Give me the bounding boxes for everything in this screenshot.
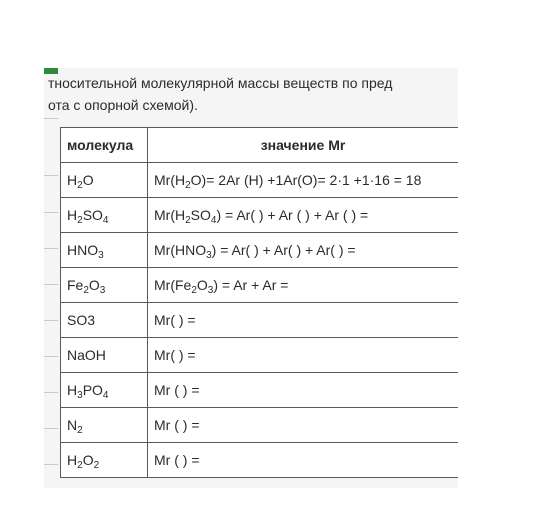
margin-tick	[44, 464, 58, 465]
subscript: 2	[77, 460, 83, 471]
table-row	[61, 443, 459, 478]
mr-value-cell: Mr( ) =	[148, 303, 459, 338]
table-body	[61, 163, 459, 478]
mr-value-cell: Mr ( ) =	[148, 408, 459, 443]
subscript: 3	[77, 390, 83, 401]
table-row	[61, 373, 459, 408]
subscript: 2	[77, 425, 83, 436]
subscript: 4	[210, 215, 217, 226]
table-row	[61, 338, 459, 373]
subscript: 2	[185, 215, 191, 226]
margin-tick	[44, 175, 58, 176]
mr-value-cell: Mr( ) =	[148, 338, 459, 373]
table-row	[61, 303, 459, 338]
molecule-cell: $HNO_3$	[61, 233, 148, 268]
molar-mass-table	[60, 127, 458, 478]
mr-value-cell: $Mr(Fe_2O_3) = Ar + Ar$ =	[148, 268, 459, 303]
mr-value-cell: Mr ( ) =	[148, 443, 459, 478]
margin-tick	[44, 356, 58, 357]
subscript: 4	[102, 390, 109, 401]
table-row	[61, 198, 459, 233]
instruction-text	[48, 72, 458, 116]
molecule-cell: $N_2$	[61, 408, 148, 443]
margin-tick	[44, 284, 58, 285]
subscript: 4	[102, 215, 109, 226]
header-molecule: молекула	[61, 128, 148, 163]
header-mr-value: значение Mr	[148, 128, 459, 163]
margin-tick	[44, 118, 58, 119]
subscript: 3	[207, 285, 214, 296]
molecule-cell: $H_3PO_4$	[61, 373, 148, 408]
margin-tick	[44, 248, 58, 249]
mr-value-cell: $Mr(H_2O)= 2Ar$ (H) +1Ar(O)= 2·1 +1·16 = 18	[148, 163, 459, 198]
molecule-cell: $Fe_2O_3$	[61, 268, 148, 303]
mr-value-cell: Mr ( ) =	[148, 373, 459, 408]
subscript: 2	[83, 285, 89, 296]
table-row	[61, 163, 459, 198]
subscript: 3	[99, 285, 106, 296]
molecule-cell: NaOH	[61, 338, 148, 373]
table-header-row	[61, 128, 459, 163]
molecule-cell: $H_2SO_4$	[61, 198, 148, 233]
margin-tick	[44, 428, 58, 429]
table-row	[61, 268, 459, 303]
margin-tick	[44, 212, 58, 213]
subscript: 2	[185, 180, 191, 191]
subscript: 3	[206, 250, 212, 261]
molecule-cell: $H_2O$	[61, 163, 148, 198]
table-row	[61, 408, 459, 443]
subscript: 2	[191, 285, 197, 296]
instruction-line-1: тносительной молекулярной массы веществ по пред	[48, 75, 393, 91]
margin-tick	[44, 392, 58, 393]
table-row	[61, 233, 459, 268]
margin-tick	[44, 320, 58, 321]
mr-value-cell: $Mr(H_2SO_4) = Ar$( ) + Ar ( ) + Ar ( ) =	[148, 198, 459, 233]
molecule-cell: $H_2O_2$	[61, 443, 148, 478]
instruction-line-2: ота с опорной схемой).	[48, 97, 198, 113]
mr-value-cell: $Mr(HNO_3) = Ar$( ) + Ar( ) + Ar( ) =	[148, 233, 459, 268]
subscript: 2	[77, 215, 83, 226]
subscript: 2	[77, 180, 83, 191]
molecule-cell: SO3	[61, 303, 148, 338]
subscript: 3	[98, 250, 104, 261]
subscript: 2	[93, 460, 100, 471]
